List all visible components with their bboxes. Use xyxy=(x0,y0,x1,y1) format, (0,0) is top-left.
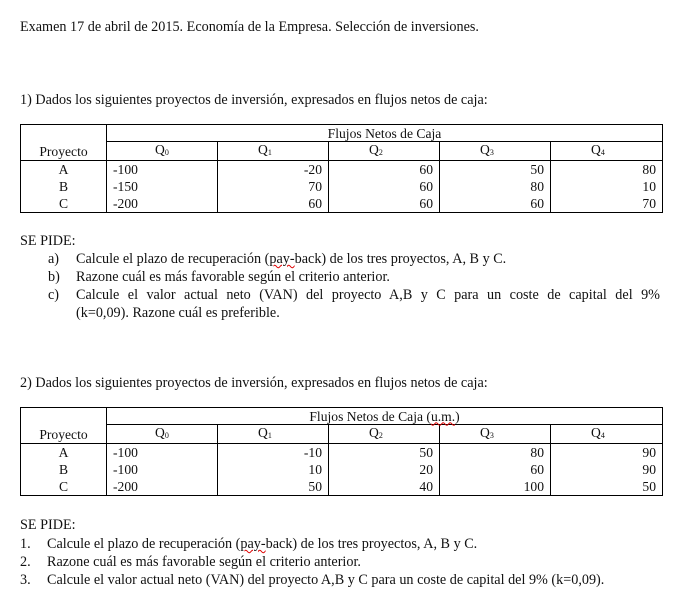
period-header-q1: $Q_1$ xyxy=(218,142,329,161)
list-marker: b) xyxy=(48,269,60,285)
cash-flow-cell: 60 xyxy=(440,461,551,478)
project-cell: A xyxy=(21,161,107,179)
list-marker: 2. xyxy=(20,554,31,570)
cash-flow-cell: 50 xyxy=(218,478,329,496)
list-item-text: Calcule el valor actual neto (VAN) del proyecto A,B y C para un coste de capital del 9% xyxy=(76,287,660,303)
cash-flow-cell: -10 xyxy=(218,444,329,462)
cash-flow-cell: 70 xyxy=(551,195,663,213)
cash-flow-cell: -100 xyxy=(107,161,218,179)
se-pide-label: SE PIDE: xyxy=(20,517,76,533)
cash-flow-cell: 50 xyxy=(551,478,663,496)
cash-flow-cell: 80 xyxy=(440,178,551,195)
cash-flow-cell: -20 xyxy=(218,161,329,179)
cash-flow-cell: 20 xyxy=(329,461,440,478)
cash-flow-cell: -200 xyxy=(107,195,218,213)
cash-flow-cell: -200 xyxy=(107,478,218,496)
cash-flow-cell: 60 xyxy=(329,161,440,179)
list-marker: a) xyxy=(48,251,60,267)
project-cell: B xyxy=(21,178,107,195)
list-item-text: Calcule el plazo de recuperación (pay-back) de los tres proyectos, A, B y C. xyxy=(47,536,478,552)
list-item-text: Calcule el valor actual neto (VAN) del proyecto A,B y C para un coste de capital del 9% (k=0,09). xyxy=(47,572,605,588)
cash-flow-cell: 60 xyxy=(440,195,551,213)
cash-flow-group-header: Flujos Netos de Caja xyxy=(107,125,663,142)
list-item-text: Razone cuál es más favorable según el criterio anterior. xyxy=(76,269,390,285)
cash-flow-cell: 60 xyxy=(329,178,440,195)
document-title: Examen 17 de abril de 2015. Economía de la Empresa. Selección de inversiones. xyxy=(20,19,479,35)
project-column-header: Proyecto xyxy=(21,125,107,161)
spellcheck-underlined-word: pay- xyxy=(240,536,266,552)
cash-flow-cell: 70 xyxy=(218,178,329,195)
cash-flow-cell: 80 xyxy=(551,161,663,179)
list-marker: 1. xyxy=(20,536,31,552)
spellcheck-underlined-word: pay- xyxy=(269,251,295,267)
period-header-q1: $Q_1$ xyxy=(218,425,329,444)
cash-flow-cell: 50 xyxy=(329,444,440,462)
question-1-tasks xyxy=(48,250,660,322)
project-cell: B xyxy=(21,461,107,478)
project-cell: C xyxy=(21,195,107,213)
cash-flow-cell: -150 xyxy=(107,178,218,195)
list-marker: c) xyxy=(48,287,60,303)
list-item-text: Razone cuál es más favorable según el criterio anterior. xyxy=(47,554,361,570)
cash-flow-cell: 60 xyxy=(218,195,329,213)
table-row xyxy=(21,444,663,462)
list-item-text-continued: (k=0,09). Razone cuál es preferible. xyxy=(76,305,280,321)
cash-flow-cell: 60 xyxy=(329,195,440,213)
cash-flow-cell: 40 xyxy=(329,478,440,496)
table-row xyxy=(21,161,663,179)
list-item xyxy=(48,268,660,286)
cash-flow-cell: 10 xyxy=(218,461,329,478)
project-column-header: Proyecto xyxy=(21,408,107,444)
list-item xyxy=(20,535,690,553)
question-1-heading: 1) Dados los siguientes proyectos de inversión, expresados en flujos netos de caja: xyxy=(20,92,488,108)
cash-flow-cell: -100 xyxy=(107,444,218,462)
project-cell: A xyxy=(21,444,107,462)
cash-flow-table-2 xyxy=(20,407,663,496)
cash-flow-table-1 xyxy=(20,124,663,213)
se-pide-label: SE PIDE: xyxy=(20,233,76,249)
cash-flow-cell: 90 xyxy=(551,444,663,462)
cash-flow-cell: 10 xyxy=(551,178,663,195)
list-item xyxy=(20,571,690,589)
period-header-q0: $Q_0$ xyxy=(107,425,218,444)
cash-flow-cell: 90 xyxy=(551,461,663,478)
list-item xyxy=(20,553,690,571)
period-header-q2: $Q_2$ xyxy=(329,142,440,161)
list-item xyxy=(48,286,660,322)
period-header-q3: $Q_3$ xyxy=(440,142,551,161)
cash-flow-cell: 80 xyxy=(440,444,551,462)
question-2-heading: 2) Dados los siguientes proyectos de inversión, expresados en flujos netos de caja: xyxy=(20,375,488,391)
cash-flow-group-header: Flujos Netos de Caja (u.m.) xyxy=(107,408,663,425)
period-header-q4: $Q_4$ xyxy=(551,142,663,161)
project-cell: C xyxy=(21,478,107,496)
list-marker: 3. xyxy=(20,572,31,588)
cash-flow-cell: 50 xyxy=(440,161,551,179)
table-row xyxy=(21,461,663,478)
table-row xyxy=(21,178,663,195)
cash-flow-cell: 100 xyxy=(440,478,551,496)
period-header-q0: $Q_0$ xyxy=(107,142,218,161)
period-header-q2: $Q_2$ xyxy=(329,425,440,444)
table-row xyxy=(21,478,663,496)
period-header-q3: $Q_3$ xyxy=(440,425,551,444)
table-row xyxy=(21,195,663,213)
spellcheck-underlined-word: u.m. xyxy=(430,408,456,424)
question-2-tasks xyxy=(20,535,690,589)
list-item-text: Calcule el plazo de recuperación (pay-back) de los tres proyectos, A, B y C. xyxy=(76,251,507,267)
period-header-q4: $Q_4$ xyxy=(551,425,663,444)
list-item xyxy=(48,250,660,268)
cash-flow-cell: -100 xyxy=(107,461,218,478)
